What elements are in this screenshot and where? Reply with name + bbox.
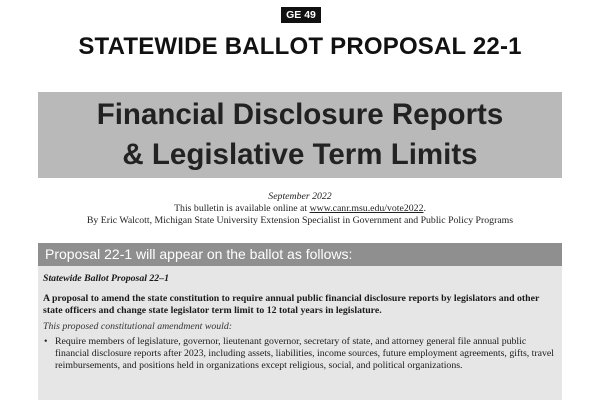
amendment-intro: This proposed constitutional amendment would: bbox=[43, 321, 233, 332]
document-code-badge: GE 49 bbox=[281, 7, 321, 23]
bullet-text: Require members of legislature, governor, lieutenant governor, secretary of state, and attorney general file annual public financial disclosure reports after 2023, including assets, liabilities, income sources, future employment agreements, gifts, travel reimbursements, and positions held in organizations except religious, social, and political organizations. bbox=[55, 336, 554, 371]
online-prefix: This bulletin is available online at bbox=[174, 203, 310, 214]
online-availability bbox=[0, 203, 600, 215]
ballot-proposal-name: Statewide Ballot Proposal 22–1 bbox=[43, 273, 170, 284]
publication-date: September 2022 bbox=[268, 191, 332, 202]
bullet-icon: • bbox=[44, 336, 48, 347]
section-heading: Proposal 22-1 will appear on the ballot as follows: bbox=[45, 246, 353, 262]
list-item bbox=[43, 336, 555, 372]
online-suffix: . bbox=[423, 203, 426, 214]
amendment-bullet-list bbox=[43, 336, 555, 375]
ballot-text-box bbox=[38, 266, 562, 400]
main-title-line-1: Financial Disclosure Reports bbox=[96, 98, 504, 131]
main-title-line-2: & Legislative Term Limits bbox=[122, 138, 478, 171]
author-line: By Eric Walcott, Michigan State University Extension Specialist in Government and Public Policy Programs bbox=[86, 215, 514, 226]
title-band bbox=[38, 92, 562, 178]
online-link[interactable]: www.canr.msu.edu/vote2022 bbox=[309, 203, 424, 214]
section-header-bar bbox=[38, 243, 562, 266]
proposal-title: STATEWIDE BALLOT PROPOSAL 22-1 bbox=[78, 33, 522, 60]
ballot-summary: A proposal to amend the state constitution to require annual public financial disclosure reports by legislators and other state officers and change state legislator term limit to 12 total years in legislature. bbox=[43, 293, 540, 316]
main-title bbox=[38, 95, 562, 175]
